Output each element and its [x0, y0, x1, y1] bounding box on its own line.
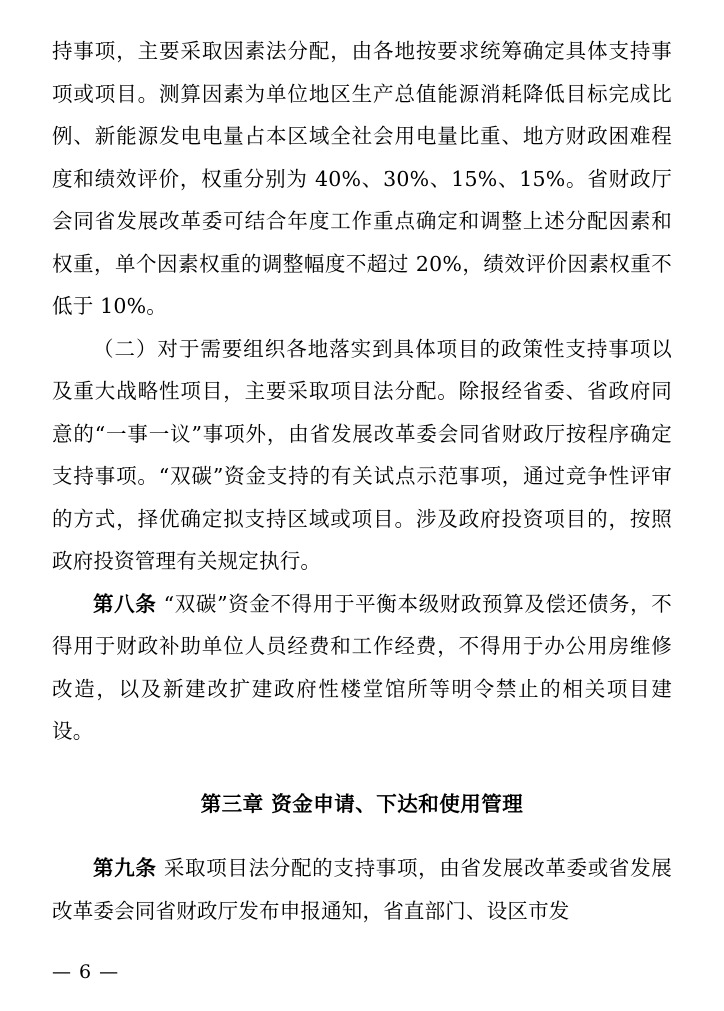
article-eight-label: 第八条	[93, 591, 157, 616]
paragraph-article-nine	[52, 847, 672, 932]
article-eight-text: “双碳”资金不得用于平衡本级财政预算及偿还债务，不得用于财政补助单位人员经费和工作经费，不得用于办公用房维修改造，以及新建改扩建政府性楼堂馆所等明令禁止的相关项目建设。	[52, 591, 672, 743]
heading-spacer	[52, 825, 672, 847]
page-number-footer: — 6 —	[52, 961, 120, 983]
article-nine-label: 第九条	[93, 856, 157, 880]
paragraph-continuation: 持事项，主要采取因素法分配，由各地按要求统筹确定具体支持事项或项目。测算因素为单位地区生产总值能源消耗降低目标完成比例、新能源发电电量占本区域全社会用电量比重、地方财政困难程度和绩效评价，权重分别为 40%、30%、15%、15%。省财政厅会同省发展改革委可结合年度工作重点确定和调整上述分配因素和权重，单个因素权重的调整幅度不超过 20%，绩效评价因素权重不低于 10%。	[52, 39, 672, 318]
paragraph-item-two: （二）对于需要组织各地落实到具体项目的政策性支持事项以及重大战略性项目，主要采取项目法分配。除报经省委、省政府同意的“一事一议”事项外，由省发展改革委会同省财政厅按程序确定支持事项。“双碳”资金支持的有关试点示范事项，通过竞争性评审的方式，择优确定拟支持区域或项目。涉及政府投资项目的，按照政府投资管理有关规定执行。	[52, 336, 672, 573]
section-spacer	[52, 753, 672, 783]
paragraph-article-eight	[52, 583, 672, 753]
document-body	[52, 30, 672, 932]
section-heading-chapter-three: 第三章 资金申请、下达和使用管理	[200, 791, 524, 816]
article-nine-text: 采取项目法分配的支持事项，由省发展改革委或省发展改革委会同省财政厅发布申报通知，省直部门、设区市发	[52, 856, 672, 923]
